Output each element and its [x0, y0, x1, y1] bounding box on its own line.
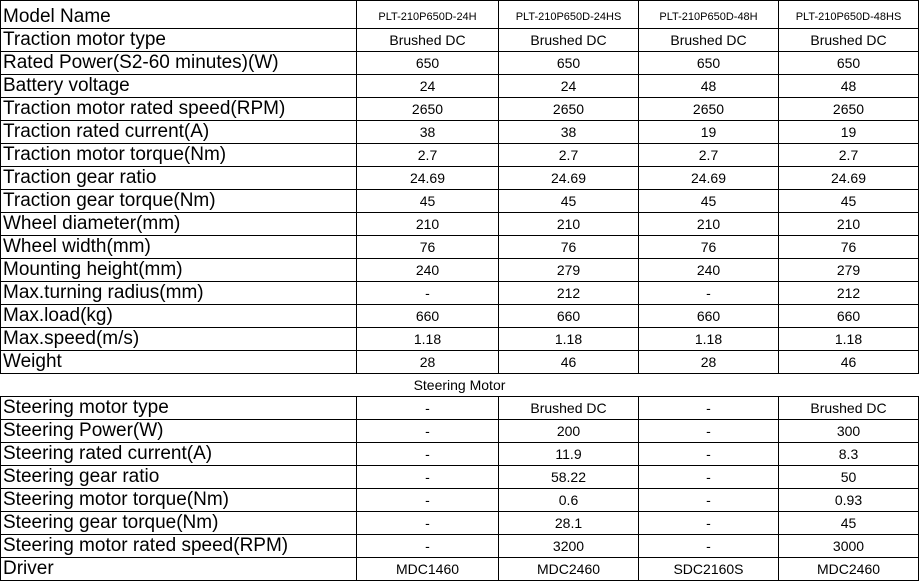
table-row — [1, 489, 919, 512]
row-label: Steering gear torque(Nm) — [1, 512, 357, 535]
value-cell: Brushed DC — [499, 397, 639, 420]
value-cell: 1.18 — [639, 328, 779, 351]
row-label: Mounting height(mm) — [1, 259, 357, 282]
value-cell: 38 — [357, 121, 499, 144]
value-cell: - — [357, 282, 499, 305]
value-cell: 660 — [357, 305, 499, 328]
value-cell: - — [357, 397, 499, 420]
section-row — [1, 374, 919, 397]
section-title: Steering Motor — [1, 374, 919, 397]
value-cell: 58.22 — [499, 466, 639, 489]
value-cell: 2.7 — [779, 144, 919, 167]
value-cell: 240 — [639, 259, 779, 282]
row-label: Wheel diameter(mm) — [1, 213, 357, 236]
value-cell: Brushed DC — [779, 397, 919, 420]
value-cell: 19 — [779, 121, 919, 144]
spec-table-body — [1, 1, 919, 581]
row-label: Traction gear torque(Nm) — [1, 190, 357, 213]
table-row — [1, 512, 919, 535]
value-cell: 48 — [639, 75, 779, 98]
table-row — [1, 213, 919, 236]
value-cell: 210 — [779, 213, 919, 236]
value-cell: 24.69 — [357, 167, 499, 190]
row-label: Driver — [1, 558, 357, 581]
value-cell: - — [639, 397, 779, 420]
value-cell: MDC1460 — [357, 558, 499, 581]
row-label: Steering motor rated speed(RPM) — [1, 535, 357, 558]
value-cell: 45 — [639, 190, 779, 213]
value-cell: Brushed DC — [639, 29, 779, 52]
value-cell: 2650 — [499, 98, 639, 121]
row-label: Steering gear ratio — [1, 466, 357, 489]
value-cell: - — [639, 443, 779, 466]
model-name-cell: PLT-210P650D-48H — [639, 1, 779, 29]
table-row — [1, 397, 919, 420]
value-cell: 2.7 — [639, 144, 779, 167]
value-cell: 650 — [779, 52, 919, 75]
value-cell: 19 — [639, 121, 779, 144]
value-cell: 45 — [499, 190, 639, 213]
row-label: Traction motor type — [1, 29, 357, 52]
model-name-cell: PLT-210P650D-48HS — [779, 1, 919, 29]
value-cell: 45 — [779, 190, 919, 213]
value-cell: 1.18 — [779, 328, 919, 351]
value-cell: - — [357, 489, 499, 512]
table-row — [1, 328, 919, 351]
table-row — [1, 236, 919, 259]
table-row — [1, 144, 919, 167]
header-label: Model Name — [1, 1, 357, 29]
value-cell: 650 — [499, 52, 639, 75]
value-cell: 660 — [639, 305, 779, 328]
row-label: Traction rated current(A) — [1, 121, 357, 144]
value-cell: - — [639, 282, 779, 305]
value-cell: 48 — [779, 75, 919, 98]
value-cell: 2650 — [357, 98, 499, 121]
value-cell: 2.7 — [357, 144, 499, 167]
value-cell: - — [639, 466, 779, 489]
value-cell: 210 — [499, 213, 639, 236]
row-label: Steering motor type — [1, 397, 357, 420]
table-row — [1, 259, 919, 282]
value-cell: 24 — [357, 75, 499, 98]
value-cell: - — [357, 420, 499, 443]
table-row — [1, 29, 919, 52]
model-name-cell: PLT-210P650D-24HS — [499, 1, 639, 29]
value-cell: 2650 — [639, 98, 779, 121]
table-row — [1, 190, 919, 213]
value-cell: 46 — [779, 351, 919, 374]
value-cell: 240 — [357, 259, 499, 282]
value-cell: 38 — [499, 121, 639, 144]
value-cell: 1.18 — [499, 328, 639, 351]
value-cell: 28.1 — [499, 512, 639, 535]
value-cell: 11.9 — [499, 443, 639, 466]
value-cell: 0.93 — [779, 489, 919, 512]
row-label: Weight — [1, 351, 357, 374]
value-cell: 24.69 — [639, 167, 779, 190]
row-label: Steering rated current(A) — [1, 443, 357, 466]
value-cell: 650 — [639, 52, 779, 75]
value-cell: - — [357, 512, 499, 535]
value-cell: MDC2460 — [779, 558, 919, 581]
table-row — [1, 52, 919, 75]
row-label: Wheel width(mm) — [1, 236, 357, 259]
value-cell: Brushed DC — [499, 29, 639, 52]
value-cell: - — [639, 535, 779, 558]
row-label: Traction motor rated speed(RPM) — [1, 98, 357, 121]
value-cell: - — [639, 420, 779, 443]
value-cell: 76 — [639, 236, 779, 259]
value-cell: - — [357, 443, 499, 466]
value-cell: 212 — [779, 282, 919, 305]
value-cell: 212 — [499, 282, 639, 305]
value-cell: - — [357, 466, 499, 489]
row-label: Max.speed(m/s) — [1, 328, 357, 351]
row-label: Rated Power(S2-60 minutes)(W) — [1, 52, 357, 75]
value-cell: 3000 — [779, 535, 919, 558]
value-cell: 76 — [499, 236, 639, 259]
row-label: Max.turning radius(mm) — [1, 282, 357, 305]
table-row — [1, 351, 919, 374]
value-cell: 8.3 — [779, 443, 919, 466]
value-cell: 45 — [779, 512, 919, 535]
table-row — [1, 443, 919, 466]
value-cell: 28 — [639, 351, 779, 374]
table-row — [1, 75, 919, 98]
value-cell: 279 — [779, 259, 919, 282]
value-cell: 650 — [357, 52, 499, 75]
row-label: Steering motor torque(Nm) — [1, 489, 357, 512]
table-row — [1, 558, 919, 581]
value-cell: 28 — [357, 351, 499, 374]
row-label: Battery voltage — [1, 75, 357, 98]
value-cell: 660 — [779, 305, 919, 328]
value-cell: 24.69 — [499, 167, 639, 190]
table-row — [1, 167, 919, 190]
value-cell: 24.69 — [779, 167, 919, 190]
value-cell: 2650 — [779, 98, 919, 121]
value-cell: Brushed DC — [357, 29, 499, 52]
value-cell: 200 — [499, 420, 639, 443]
model-name-cell: PLT-210P650D-24H — [357, 1, 499, 29]
table-row — [1, 282, 919, 305]
row-label: Traction motor torque(Nm) — [1, 144, 357, 167]
value-cell: 300 — [779, 420, 919, 443]
value-cell: 76 — [779, 236, 919, 259]
row-label: Traction gear ratio — [1, 167, 357, 190]
value-cell: SDC2160S — [639, 558, 779, 581]
value-cell: 76 — [357, 236, 499, 259]
table-row — [1, 98, 919, 121]
value-cell: - — [357, 535, 499, 558]
value-cell: MDC2460 — [499, 558, 639, 581]
table-row — [1, 121, 919, 144]
row-label: Max.load(kg) — [1, 305, 357, 328]
value-cell: 46 — [499, 351, 639, 374]
value-cell: 50 — [779, 466, 919, 489]
value-cell: 210 — [357, 213, 499, 236]
table-row — [1, 420, 919, 443]
value-cell: Brushed DC — [779, 29, 919, 52]
value-cell: - — [639, 489, 779, 512]
value-cell: 2.7 — [499, 144, 639, 167]
value-cell: 0.6 — [499, 489, 639, 512]
table-row — [1, 535, 919, 558]
value-cell: 24 — [499, 75, 639, 98]
value-cell: 3200 — [499, 535, 639, 558]
table-row — [1, 305, 919, 328]
table-row — [1, 466, 919, 489]
value-cell: 210 — [639, 213, 779, 236]
value-cell: 279 — [499, 259, 639, 282]
value-cell: 660 — [499, 305, 639, 328]
row-label: Steering Power(W) — [1, 420, 357, 443]
value-cell: 1.18 — [357, 328, 499, 351]
value-cell: - — [639, 512, 779, 535]
header-row — [1, 1, 919, 29]
value-cell: 45 — [357, 190, 499, 213]
